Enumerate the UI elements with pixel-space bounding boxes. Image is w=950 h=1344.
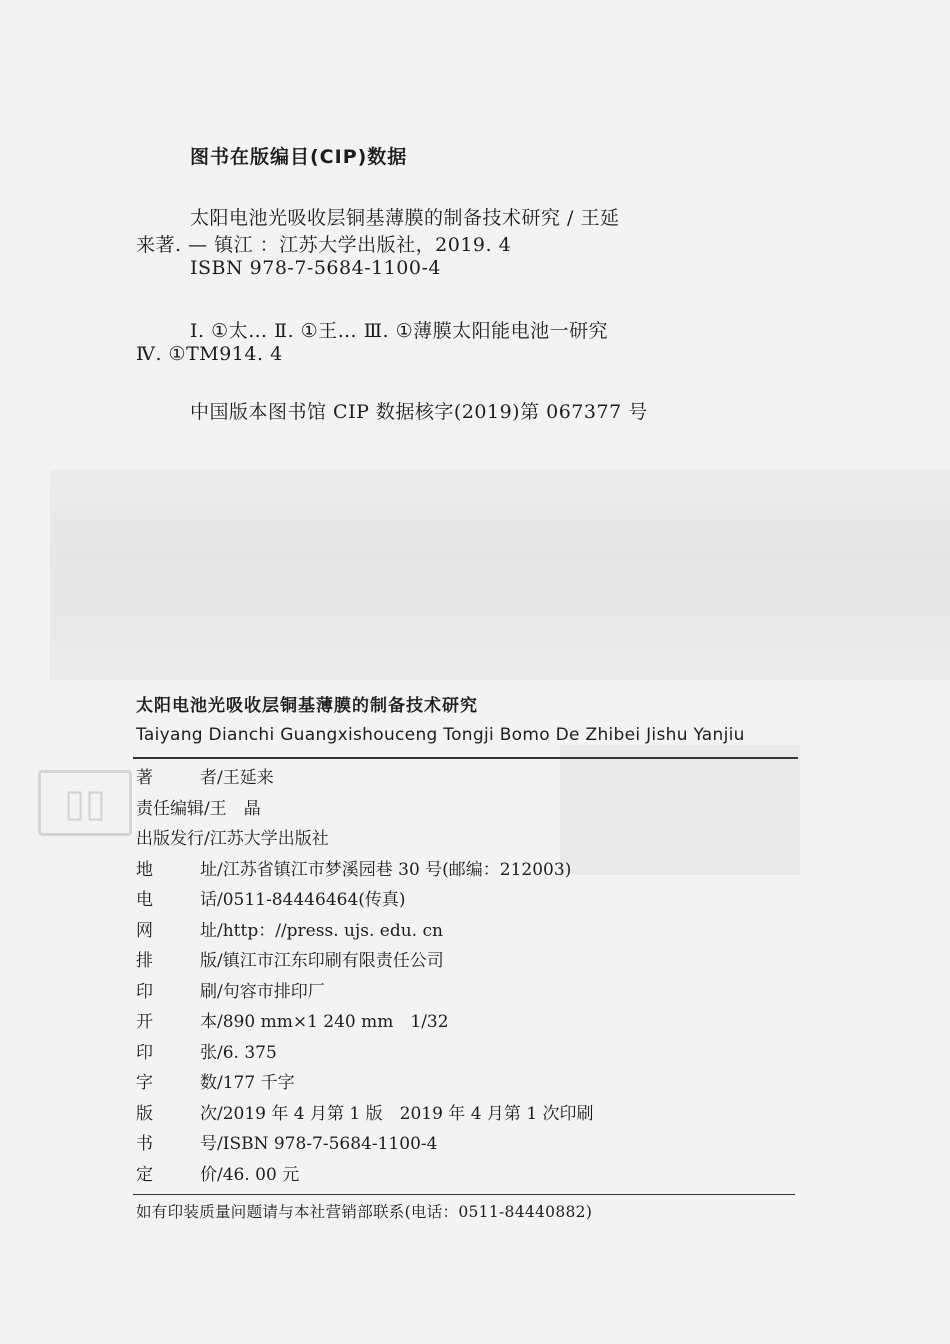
info-label: 版 — [136, 1103, 153, 1124]
info-value: /177 千字 — [217, 1073, 295, 1093]
info-value: /890 mm×1 240 mm 1/32 — [217, 1012, 449, 1032]
divider-bottom — [133, 1194, 795, 1195]
info-value: /http：//press. ujs. edu. cn — [217, 920, 443, 941]
info-label: 地 — [136, 859, 153, 880]
info-label-second: 价 — [200, 1164, 217, 1185]
info-value: /江苏大学出版社 — [204, 829, 329, 849]
info-label: 字 — [136, 1073, 153, 1093]
book-title: 太阳电池光吸收层铜基薄膜的制备技术研究 — [136, 696, 478, 716]
info-label-second: 址 — [200, 920, 217, 941]
info-label: 网 — [136, 920, 153, 941]
info-label: 电 — [136, 890, 153, 910]
info-label: 排 — [136, 951, 153, 971]
cip-title-line-2: 来著. — 镇江 ：江苏大学出版社，2019. 4 — [136, 234, 512, 256]
info-label: 开 — [136, 1012, 153, 1032]
quality-contact-note: 如有印装质量问题请与本社营销部联系(电话：0511-84440882) — [136, 1203, 593, 1221]
cip-heading: 图书在版编目(CIP)数据 — [190, 146, 408, 168]
info-value: /2019 年 4 月第 1 版 2019 年 4 月第 1 次印刷 — [217, 1103, 594, 1124]
divider-top — [133, 757, 798, 759]
info-label: 责任编辑 — [136, 798, 204, 819]
info-label-second: 号 — [200, 1134, 217, 1154]
book-title-pinyin: Taiyang Dianchi Guangxishouceng Tongji Bomo De Zhibei Jishu Yanjiu — [136, 725, 745, 745]
cip-title-line-1: 太阳电池光吸收层铜基薄膜的制备技术研究 / 王延 — [190, 207, 620, 229]
info-value: /6. 375 — [217, 1042, 277, 1063]
info-value: /王延来 — [217, 768, 274, 788]
info-value: /江苏省镇江市梦溪园巷 30 号(邮编：212003) — [217, 859, 572, 880]
cip-verification-number: 中国版本图书馆 CIP 数据核字(2019)第 067377 号 — [190, 401, 648, 423]
info-label-second: 版 — [200, 951, 217, 971]
info-label-second: 次 — [200, 1103, 217, 1124]
info-label-second: 数 — [200, 1073, 217, 1093]
info-label-second: 址 — [200, 859, 217, 880]
info-value: /镇江市江东印刷有限责任公司 — [217, 951, 444, 971]
info-label-second: 者 — [200, 768, 217, 788]
bleed-through-shadow-2 — [560, 745, 800, 875]
info-value: /王 晶 — [204, 798, 261, 819]
info-label-second: 话 — [200, 890, 217, 910]
cip-classification-line-2: Ⅳ. ①TM914. 4 — [136, 343, 283, 365]
info-label-second: 本 — [200, 1012, 217, 1032]
info-value: /0511-84446464(传真) — [217, 890, 406, 910]
cip-isbn: ISBN 978-7-5684-1100-4 — [190, 257, 441, 279]
info-label: 出版发行 — [136, 829, 204, 849]
info-label: 印 — [136, 981, 153, 1002]
info-label: 印 — [136, 1042, 153, 1063]
info-label: 书 — [136, 1134, 153, 1154]
info-value: /46. 00 元 — [217, 1164, 300, 1185]
info-label-second: 张 — [200, 1042, 217, 1063]
info-label: 定 — [136, 1164, 153, 1185]
faint-stamp-mark: ▯▯ — [38, 770, 132, 836]
cip-classification-line-1: Ⅰ. ①太… Ⅱ. ①王… Ⅲ. ①薄膜太阳能电池一研究 — [190, 320, 609, 342]
info-label: 著 — [136, 768, 153, 788]
info-value: /句容市排印厂 — [217, 981, 325, 1002]
info-label-second: 刷 — [200, 981, 217, 1002]
info-value: /ISBN 978-7-5684-1100-4 — [217, 1134, 438, 1154]
bleed-through-shadow — [50, 470, 950, 680]
